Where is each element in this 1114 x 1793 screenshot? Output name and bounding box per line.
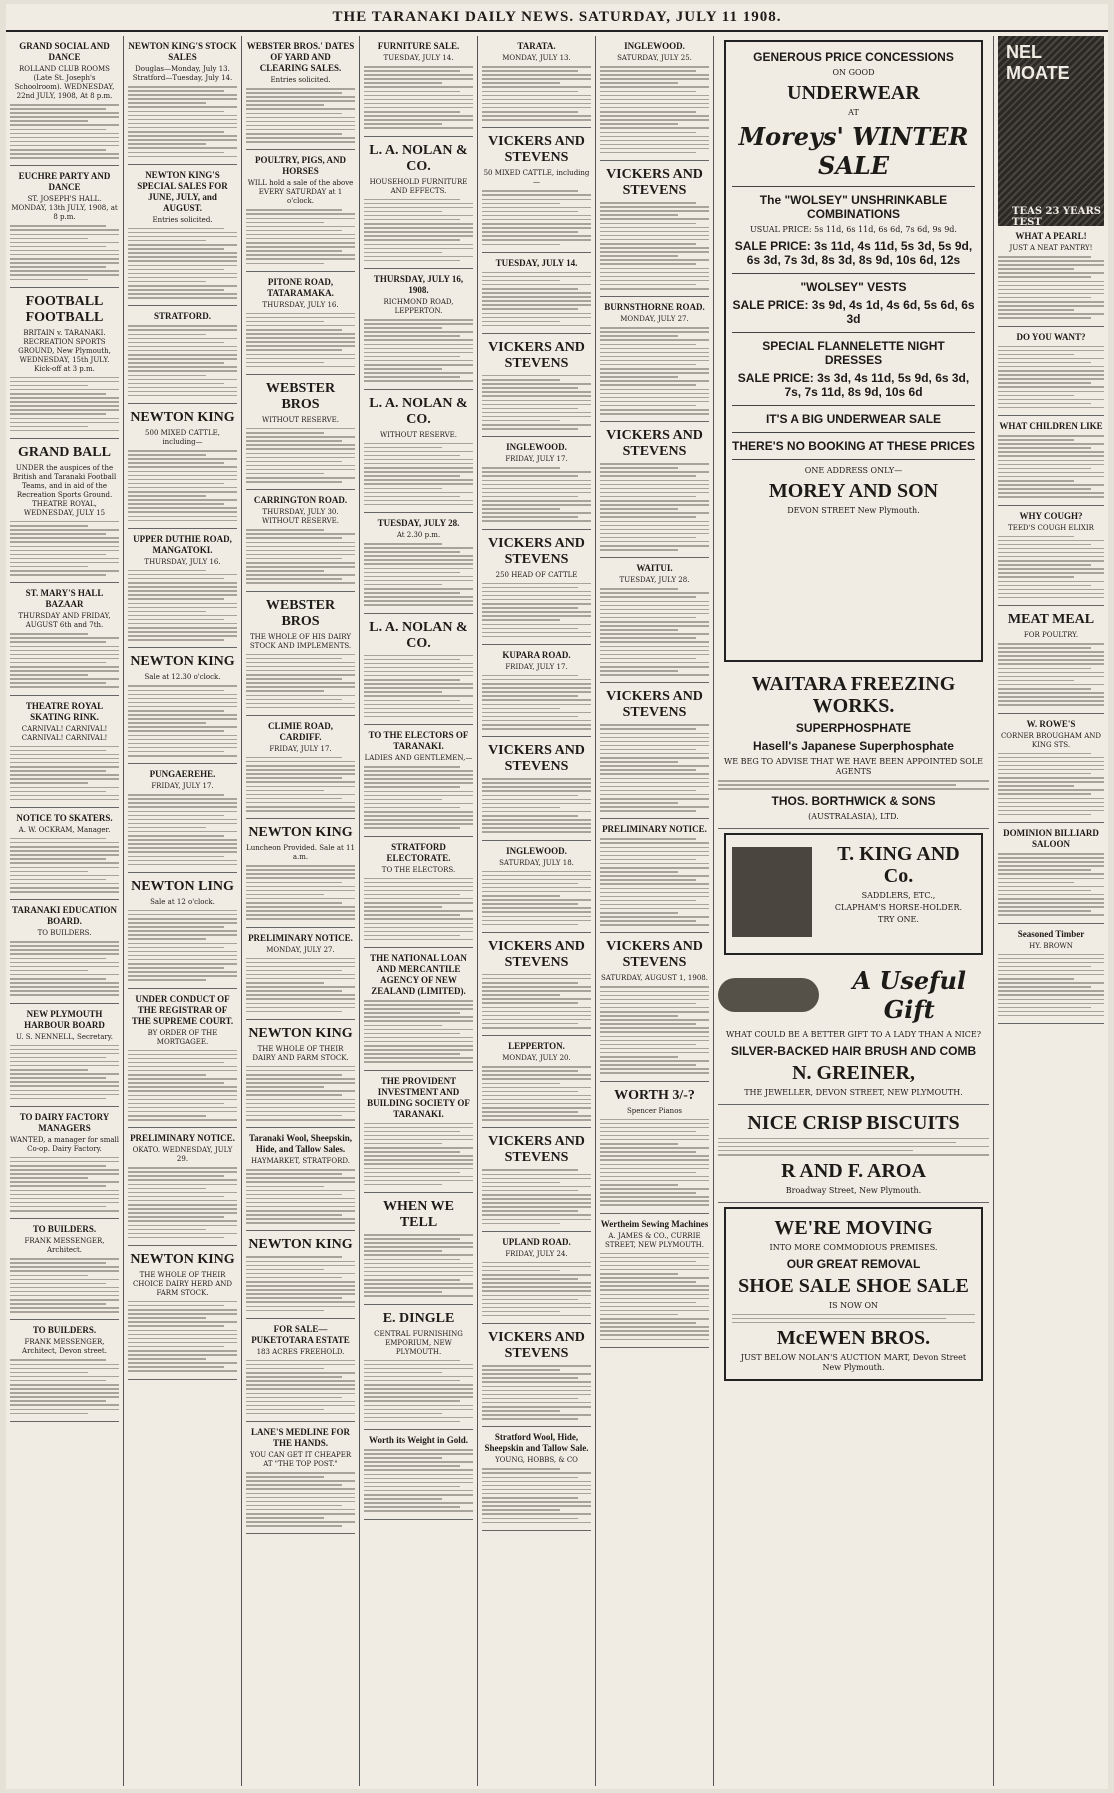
ad-heading: DOMINION BILLIARD SALOON [1003,828,1099,849]
ad-subheading: At 2.30 p.m. [396,531,441,539]
ad-heading: TO DAIRY FACTORY MANAGERS [19,1111,110,1133]
gift-item: SILVER-BACKED HAIR BRUSH AND COMB [730,1043,977,1058]
saddlers-ad [724,833,983,955]
ad-subheading: FOR POULTRY. [1023,631,1079,639]
borthwick-ltd: (AUSTRALASIA), LTD. [808,811,899,821]
ad-subheading: UNDER the auspices of the British and Taranaki Football Teams, and in aid of the Recreation Sports Ground. THEATRE ROYAL, WEDNESDAY, JULY 15 [12,463,117,517]
classified-ad [998,823,1104,924]
ad-subheading: ROLLAND CLUB ROOMS (Late St. Joseph's Schoolroom). WEDNESDAY, 22nd JULY, 1908, At 8 p.m. [14,65,115,100]
ad-subheading: BY ORDER OF THE MORTGAGEE. [147,1028,218,1046]
horse-holder-picture [732,847,812,937]
classified-ad [482,36,591,128]
classified-ad [128,36,237,165]
saddlers-firm: T. KING AND Co. [837,842,960,887]
classified-ad [364,513,473,614]
ad-subheading: A. JAMES & CO., CURRIE STREET, NEW PLYMOUTH. [604,1231,705,1249]
ad-subheading: TO BUILDERS. [37,929,92,938]
ad-subheading: MONDAY, JULY 13. [502,54,571,62]
ad-subheading: 50 MIXED CATTLE, including— [483,169,590,187]
ad-subheading: THURSDAY AND FRIDAY, AUGUST 6th and 7th. [18,612,111,630]
classified-ad [364,725,473,837]
classified-ad [128,404,237,529]
wolsey-combinations: The "WOLSEY" UNSHRINKABLE COMBINATIONS [759,193,948,221]
ad-subheading: Douglas—Monday, July 13. Stratford—Tuesday, July 14. [132,65,233,82]
classified-ad [600,683,709,819]
ad-heading: LEPPERTON. [508,1041,565,1052]
usual-price-1: USUAL PRICE: 5s 11d, 6s 11d, 6s 6d, 7s 6d, 9s 9d. [750,225,957,234]
ad-heading: Worth its Weight in Gold. [368,1435,469,1445]
classified-ad [10,439,119,583]
classified-ad [600,1214,709,1348]
ad-subheading: SATURDAY, JULY 18. [499,858,574,867]
sale-price-3: SALE PRICE: 3s 3d, 4s 11d, 5s 9d, 6s 3d, 7s, 7s 11d, 8s 9d, 10s 6d [737,371,970,399]
classified-ad [600,36,709,161]
ad-heading: TARATA. [517,41,556,51]
ad-subheading: THURSDAY, JULY 16. [262,300,339,309]
ad-heading: Stratford Wool, Hide, Sheepskin and Tallow Sale. [484,1432,589,1454]
ad-heading: PRELIMINARY NOTICE. [130,1133,235,1144]
classified-ad [128,1128,237,1246]
gift-question: WHAT COULD BE A BETTER GIFT TO A LADY THAN A NICE? [725,1029,982,1039]
classified-ad [246,928,355,1020]
ad-heading: UNDER CONDUCT OF THE REGISTRAR OF THE SUPREME COURT. [131,993,234,1026]
ad-subheading: 500 MIXED CATTLE, including— [145,429,220,447]
ad-heading: DO YOU WANT? [1016,331,1086,342]
classified-ad [600,819,709,933]
ad-heading: UPLAND ROAD. [502,1236,571,1247]
ad-subheading: TUESDAY, JULY 14. [383,54,454,62]
ad-heading: VICKERS AND STEVENS [488,1134,585,1166]
ad-heading: VICKERS AND STEVENS [488,743,585,775]
ad-heading: GRAND BALL [18,444,111,460]
ad-heading: CLIMIE ROAD, CARDIFF. [267,720,333,742]
newspaper-page [6,4,1108,1789]
classified-ad [482,645,591,737]
ad-subheading: U. S. NENNELL, Secretary. [16,1032,113,1041]
ad-subheading: 250 HEAD OF CATTLE [495,570,578,579]
ad-heading: INGLEWOOD. [624,41,685,51]
ad-subheading: JUST A NEAT PANTRY! [1009,244,1093,252]
ad-heading: NEWTON KING [248,1237,353,1253]
ad-heading: VICKERS AND STEVENS [606,689,703,721]
ad-subheading: HAYMARKET, STRATFORD. [251,1157,350,1166]
classified-ad [482,437,591,529]
ad-heading: THE PROVIDENT INVESTMENT AND BUILDING SOCIETY OF TARANAKI. [367,1075,470,1119]
ad-heading: NEWTON KING [130,410,235,426]
morey-and-son: MOREY AND SON [768,480,939,502]
sale-price-2: SALE PRICE: 3s 9d, 4s 1d, 4s 6d, 5s 6d, 6s 3d [732,298,975,326]
classified-ad [482,1036,591,1128]
gift-ad [718,959,989,1105]
no-booking: THERE'S NO BOOKING AT THESE PRICES [732,439,975,453]
ad-heading: PRELIMINARY NOTICE. [248,932,353,943]
ad-heading: W. ROWE'S [1026,718,1076,729]
ad-heading: INGLEWOOD. [506,442,567,453]
ad-heading: TO BUILDERS. [32,1325,97,1336]
classified-ad [246,1231,355,1318]
aroa-addr: Broadway Street, New Plymouth. [785,1185,922,1195]
ad-heading: L. A. NOLAN & CO. [369,142,468,174]
underwear-sale: Moreys' WINTER SALE [738,122,969,180]
classified-ad [246,375,355,490]
ad-heading: VICKERS AND STEVENS [606,939,703,971]
classified-ad [364,837,473,949]
underwear-item: UNDERWEAR [787,82,920,104]
hasell-superphosphate: Hasell's Japanese Superphosphate [753,739,954,753]
ad-heading: POULTRY, PIGS, AND HORSES [254,155,347,177]
classified-ad [246,1319,355,1422]
classified-ad [246,819,355,927]
hair-brush-picture [718,978,819,1012]
ad-subheading: CORNER BROUGHAM AND KING STS. [1000,731,1102,749]
classified-ad [482,1427,591,1530]
saddlers-agent: CLAPHAM'S HORSE-HOLDER. [834,902,963,912]
column-2 [124,36,242,1786]
ad-heading: TARANAKI EDUCATION BOARD. [12,905,117,927]
ad-heading: FOR SALE— PUKETOTARA ESTATE [251,1323,350,1345]
ad-heading: GRAND SOCIAL AND DANCE [19,41,110,62]
ad-subheading: YOUNG, HOBBS, & CO [495,1456,578,1465]
ad-heading: TO BUILDERS. [32,1224,97,1235]
classified-ad [10,1107,119,1219]
ad-subheading: THE WHOLE OF HIS DAIRY STOCK AND IMPLEMENTS. [249,632,352,650]
ad-heading: VICKERS AND STEVENS [606,167,703,199]
classified-ad [10,900,119,1003]
great-removal: OUR GREAT REMOVAL [786,1256,921,1271]
superphosphate: SUPERPHOSPHATE [795,721,912,735]
classified-ad [128,873,237,989]
classified-ad [364,614,473,726]
ad-heading: WORTH 3/-? [614,1087,695,1103]
classified-ad [482,933,591,1036]
moate-tea: TEAS 23 YEARS TEST [1012,206,1101,228]
classified-ad [482,530,591,645]
ad-subheading: HOUSEHOLD FURNITURE AND EFFECTS. [369,177,468,195]
ad-subheading: RICHMOND ROAD, LEPPERTON. [383,298,454,315]
classified-ad [998,714,1104,824]
classified-ad [600,161,709,297]
ad-subheading: WILL hold a sale of the above EVERY SATURDAY at 1 o'clock. [247,179,354,206]
ad-heading: PUNGAEREHE. [149,769,216,780]
wolsey-vests: "WOLSEY" VESTS [800,280,907,294]
ad-subheading: A. W. OCKRAM, Manager. [18,825,111,834]
ad-subheading: CARNIVAL! CARNIVAL! CARNIVAL! CARNIVAL! [21,724,108,742]
classified-ad [364,1071,473,1194]
flannelette-dresses: SPECIAL FLANNELETTE NIGHT DRESSES [762,339,945,367]
ad-heading: VICKERS AND STEVENS [488,339,585,371]
gift-title: A Useful Gift [852,965,967,1024]
ad-subheading: SATURDAY, AUGUST 1, 1908. [601,974,708,983]
greiner: N. GREINER, [792,1061,915,1084]
underwear-on: ON GOOD [832,68,875,77]
column-1 [6,36,124,1786]
classified-ad [482,737,591,840]
ad-subheading: WANTED, a manager for small Co-op. Dairy Factory. [10,1135,119,1153]
underwear-at: AT [848,108,859,117]
classified-ad [364,1193,473,1305]
borthwick: THOS. BORTHWICK & SONS [771,793,936,808]
ad-heading: TUESDAY, JULY 14. [495,257,578,268]
classified-ad [128,306,237,404]
classified-ad [364,948,473,1071]
classified-ad [246,1422,355,1534]
ad-heading: UPPER DUTHIE ROAD, MANGATOKI. [133,533,232,555]
ad-heading: PITONE ROAD, TATARAMAKA. [267,276,334,298]
ad-heading: NEWTON KING'S STOCK SALES [128,41,237,62]
classified-ad [10,583,119,695]
biscuits-title: NICE CRISP BISCUITS [747,1111,960,1134]
classified-ad [998,606,1104,714]
classified-ad [10,1004,119,1107]
moving-title: WE'RE MOVING [774,1216,933,1239]
ad-subheading: THURSDAY, JULY 30. WITHOUT RESERVE. [262,508,339,526]
masthead: THE TARANAKI DAILY NEWS. SATURDAY, JULY 11 1908. [6,4,1108,32]
ad-heading: INGLEWOOD. [506,845,567,856]
ad-heading: WAITUI. [636,563,673,574]
ad-heading: NEWTON KING'S SPECIAL SALES FOR JUNE, JULY, and AUGUST. [137,169,228,213]
now-on: IS NOW ON [828,1300,879,1310]
classified-ad [128,764,237,873]
classified-ad [128,529,237,649]
ad-heading: KUPARA ROAD. [502,649,571,660]
ad-heading: STRATFORD. [153,311,212,322]
ad-heading: MEAT MEAL [1007,612,1095,627]
ad-subheading: TUESDAY, JULY 28. [619,576,690,585]
big-sale: IT'S A BIG UNDERWEAR SALE [765,412,942,426]
ad-heading: WEBSTER BROS [265,597,336,629]
classified-ad [482,253,591,334]
aroa-firm: R AND F. AROA [781,1159,926,1182]
ad-heading: L. A. NOLAN & CO. [369,619,468,651]
classified-ad [364,137,473,270]
classified-ad [600,558,709,683]
ad-subheading: THE WHOLE OF THEIR CHOICE DAIRY HERD AND FARM STOCK. [132,1270,233,1297]
classified-ad [482,334,591,437]
ad-heading: NOTICE TO SKATERS. [16,812,113,823]
greiner-trade: THE JEWELLER, DEVON STREET, NEW PLYMOUTH. [744,1087,963,1097]
ad-heading: WHEN WE TELL [383,1199,454,1230]
classified-ad [482,1324,591,1427]
mcewen-bros: McEWEN BROS. [776,1327,931,1350]
ad-heading: NEWTON KING [248,825,353,841]
classified-ad [10,696,119,808]
ad-subheading: Spencer Pianos [627,1106,682,1115]
ad-subheading: TEED'S COUGH ELIXIR [1008,523,1094,532]
classified-ad [10,36,119,166]
ad-subheading: Entries solicited. [270,76,331,84]
ad-subheading: SATURDAY, JULY 25. [617,54,692,62]
ad-heading: THURSDAY, JULY 16, 1908. [373,274,464,295]
classified-ad [482,841,591,933]
ad-subheading: THE WHOLE OF THEIR DAIRY AND FARM STOCK. [252,1044,349,1062]
moate-brand: NEL MOATE [1006,42,1070,83]
ad-heading: Wertheim Sewing Machines [600,1218,709,1229]
ad-heading: NEWTON KING [248,1025,353,1041]
ad-heading: NEWTON KING [130,1251,235,1267]
classified-ad [10,808,119,900]
ad-heading: FURNITURE SALE. [377,41,460,51]
sale-price-1: SALE PRICE: 3s 11d, 4s 11d, 5s 3d, 5s 9d, 6s 3d, 7s 3d, 8s 3d, 8s 9d, 10s 6d, 12s [734,239,973,267]
ad-heading: WHAT CHILDREN LIKE [999,421,1103,431]
ad-subheading: YOU CAN GET IT CHEAPER AT "THE TOP POST." [249,1451,352,1469]
ad-heading: E. DINGLE [382,1310,455,1326]
ad-subheading: WITHOUT RESERVE. [380,430,457,439]
ad-subheading: WITHOUT RESERVE. [262,415,339,424]
ad-heading: VICKERS AND STEVENS [488,134,585,166]
ad-subheading: FRANK MESSENGER, Architect, Devon street. [22,1338,107,1356]
ad-heading: TUESDAY, JULY 28. [377,518,460,528]
ad-heading: VICKERS AND STEVENS [606,428,703,460]
ad-heading: VICKERS AND STEVENS [488,1330,585,1362]
ad-heading: FOOTBALL FOOTBALL [25,293,104,325]
devon-street: DEVON STREET New Plymouth. [787,506,920,515]
ad-subheading: LADIES AND GENTLEMEN,— [364,754,473,762]
classified-ad [128,165,237,307]
ad-subheading: FRIDAY, JULY 17. [269,744,332,753]
ad-subheading: FRANK MESSENGER, Architect. [24,1237,105,1255]
waitara-freezing-ad [718,666,989,829]
moving-sub: INTO MORE COMMODIOUS PREMISES. [769,1242,938,1252]
ad-subheading: Sale at 12 o'clock. [150,897,215,906]
classified-ad [998,226,1104,327]
ad-heading: BURNSTHORNE ROAD. [604,302,705,313]
classified-ad [600,933,709,1081]
ad-subheading: FRIDAY, JULY 17. [151,782,214,791]
ad-heading: NEW PLYMOUTH HARBOUR BOARD [24,1008,105,1030]
one-address: ONE ADDRESS ONLY— [804,466,903,475]
classified-ad [10,166,119,287]
ad-heading: VICKERS AND STEVENS [488,938,585,970]
classified-ad [998,506,1104,607]
underwear-sale-ad [724,40,983,662]
classified-ad [10,1219,119,1320]
classified-ad [246,1128,355,1231]
classified-ad [998,924,1104,1025]
ad-subheading: Sale at 12.30 o'clock. [144,673,221,682]
mcewen-addr: JUST BELOW NOLAN'S AUCTION MART, Devon Street New Plymouth. [740,1353,967,1373]
classified-ad [482,1232,591,1324]
ad-subheading: ST. JOSEPH'S HALL. MONDAY, 13th JULY, 1908, at 8 p.m. [11,195,118,222]
ad-heading: WHY COUGH? [1019,510,1083,521]
classified-ad [482,1128,591,1231]
classified-ad [246,36,355,150]
column-5 [478,36,596,1786]
saddlers-try: TRY ONE. [878,914,919,924]
classified-ad [128,989,237,1129]
classified-ad [998,416,1104,506]
classified-ad [246,490,355,591]
ad-heading: L. A. NOLAN & CO. [369,395,468,427]
classified-ad [10,288,119,439]
ad-heading: WHAT A PEARL! [1015,231,1087,241]
ad-heading: STRATFORD ELECTORATE. [386,841,451,863]
moate-tea-ad [998,36,1104,226]
column-7 [714,36,994,1786]
classified-ad [128,1246,237,1380]
column-6 [596,36,714,1786]
classified-ad [998,327,1104,417]
sole-agents: WE BEG TO ADVISE THAT WE HAVE BEEN APPOINTED SOLE AGENTS [724,757,983,776]
ad-heading: Taranaki Wool, Sheepskin, Hide, and Tallow Sales. [248,1133,353,1155]
moving-ad [724,1207,983,1382]
classified-ad [364,390,473,514]
underwear-head: GENEROUS PRICE CONCESSIONS [753,50,954,64]
classified-ad [600,1082,709,1214]
ad-subheading: CENTRAL FURNISHING EMPORIUM, NEW PLYMOUTH. [374,1329,463,1356]
ad-heading: PRELIMINARY NOTICE. [602,824,707,835]
ad-heading: THE NATIONAL LOAN AND MERCANTILE AGENCY OF NEW ZEALAND (LIMITED). [370,953,467,996]
ad-subheading: MONDAY, JULY 27. [266,945,335,954]
classified-ad [364,36,473,137]
ad-subheading: THURSDAY, JULY 16. [144,557,221,566]
shoe-sale: SHOE SALE SHOE SALE [738,1274,969,1297]
column-3 [242,36,360,1786]
biscuits-ad [718,1105,989,1203]
classified-ad [246,716,355,819]
ad-subheading: MONDAY, JULY 27. [620,315,689,324]
classified-ad [246,592,355,716]
column-8 [994,36,1108,1786]
ad-heading: ST. MARY'S HALL BAZAAR [25,588,104,610]
ad-subheading: OKATO. WEDNESDAY, JULY 29. [132,1146,233,1164]
ad-subheading: FRIDAY, JULY 24. [505,1249,568,1258]
column-4 [360,36,478,1786]
saddlers-trade: SADDLERS, ETC., [861,890,936,900]
ad-heading: THEATRE ROYAL SKATING RINK. [25,700,104,722]
classified-ad [600,297,709,422]
ad-heading: WEBSTER BROS [265,380,336,412]
ad-subheading: Luncheon Provided. Sale at 11 a.m. [246,844,355,862]
classified-ad [10,1320,119,1421]
classified-ad [246,272,355,375]
classified-ad [246,1020,355,1128]
classified-ad [600,422,709,558]
classified-ad [364,1430,473,1520]
ad-heading: CARRINGTON ROAD. [253,495,348,506]
waitara-title: WAITARA FREEZING WORKS. [751,673,956,717]
ad-subheading: HY. BROWN [1029,941,1073,950]
ad-heading: LANE'S MEDLINE FOR THE HANDS. [250,1427,350,1449]
ad-heading: NEWTON LING [131,878,234,894]
classified-ad [482,128,591,252]
classified-ad [246,150,355,271]
ad-subheading: MONDAY, JULY 20. [502,1054,571,1063]
ad-subheading: BRITAIN v. TARANAKI. RECREATION SPORTS GROUND, New Plymouth, WEDNESDAY, 15th JULY. Kick-off at 3 p.m. [18,328,111,373]
ad-subheading: 183 ACRES FREEHOLD. [256,1347,345,1356]
ad-heading: EUCHRE PARTY AND DANCE [18,171,111,193]
ad-heading: VICKERS AND STEVENS [488,535,585,567]
ad-subheading: Entries solicited. [152,215,213,224]
ad-heading: TO THE ELECTORS OF TARANAKI. [368,730,469,751]
classified-ad [364,269,473,390]
classified-ad [364,1305,473,1431]
ad-heading: WEBSTER BROS.' DATES OF YARD AND CLEARING SALES. [246,41,355,73]
ad-heading: Seasoned Timber [1017,928,1085,939]
ad-heading: NEWTON KING [130,654,235,670]
classified-ad [128,648,237,764]
ad-subheading: FRIDAY, JULY 17. [505,662,568,671]
ad-subheading: FRIDAY, JULY 17. [505,455,568,464]
ad-subheading: TO THE ELECTORS. [381,865,456,874]
